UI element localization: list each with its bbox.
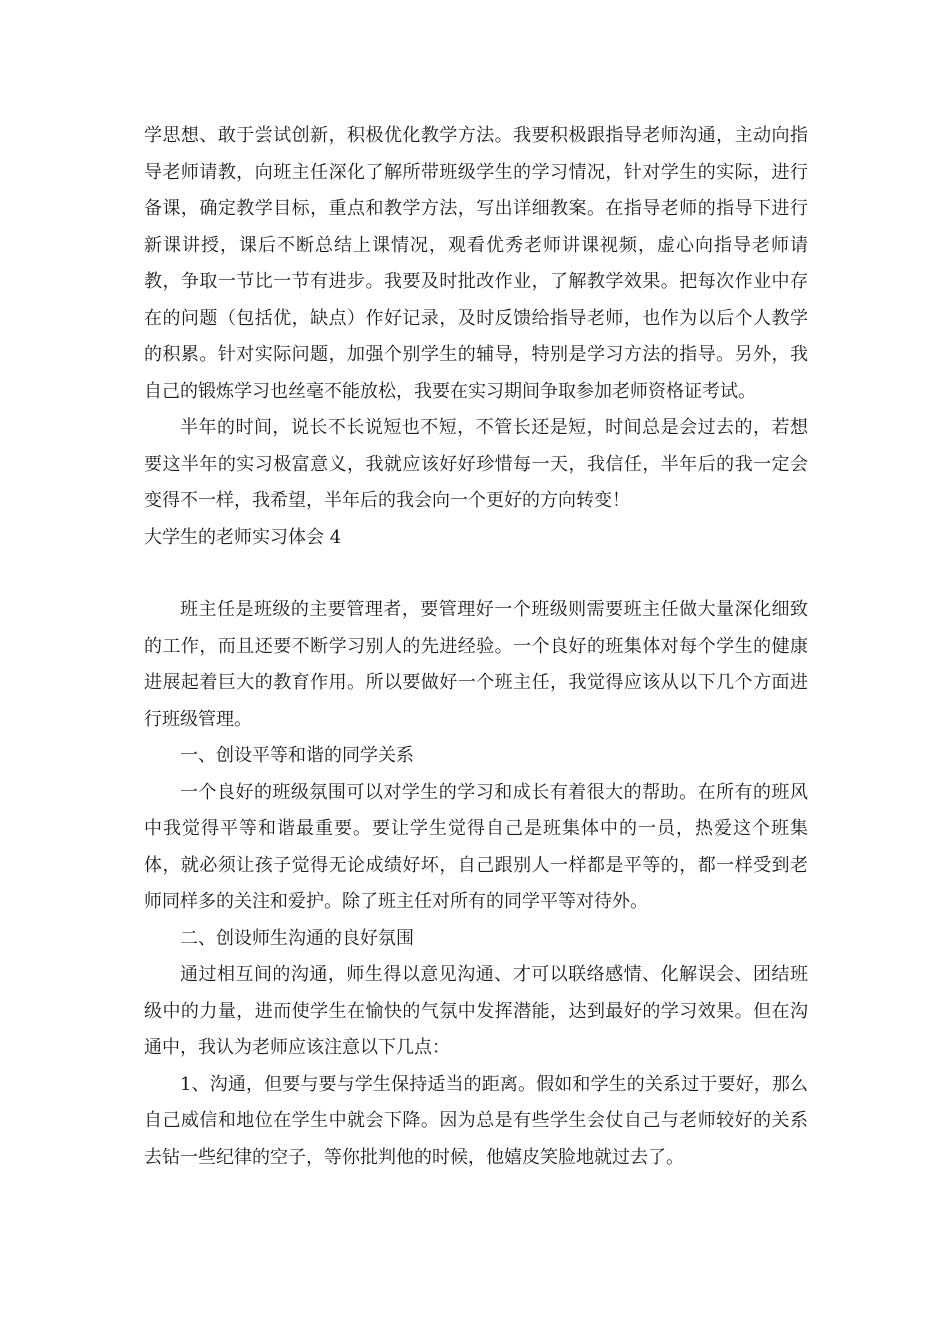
subheading-1: 一、创设平等和谐的同学关系 (180, 745, 414, 766)
section-title: 大学生的老师实习体会 4 (144, 526, 342, 548)
paragraph-5: 通过相互间的沟通，师生得以意见沟通、才可以联络感情、化解误会、团结班级中的力量，进而使学生在愉快的气氛中发挥潜能，达到最好的学习效果。但在沟通中，我认为老师应该注意以下几点： (144, 964, 808, 1058)
paragraph-6: 1、沟通，但要与要与学生保持适当的距离。假如和学生的关系过于要好，那么自己威信和地位在学生中就会下降。因为总是有些学生会仗自己与老师较好的关系去钻一些纪律的空子，等你批判他的时候，他嬉皮笑脸地就过去了。 (144, 1073, 808, 1168)
subheading-2: 二、创设师生沟通的良好氛围 (180, 927, 414, 949)
document-page (144, 118, 808, 1176)
paragraph-3: 班主任是班级的主要管理者，要管理好一个班级则需要班主任做大量深化细致的工作，而且还要不断学习别人的先进经验。一个良好的班集体对每个学生的健康进展起着巨大的教育作用。所以要做好一个班主任，我觉得应该从以下几个方面进行班级管理。 (144, 599, 808, 730)
paragraph-2: 半年的时间，说长不长说短也不短，不管长还是短，时间总是会过去的，若想要这半年的实习极富意义，我就应该好好珍惜每一天，我信任，半年后的我一定会变得不一样，我希望，半年后的我会向一个更好的方向转变！ (144, 417, 808, 511)
paragraph-1: 学思想、敢于尝试创新，积极优化教学方法。我要积极跟指导老师沟通，主动向指导老师请教，向班主任深化了解所带班级学生的学习情况，针对学生的实际，进行备课，确定教学目标，重点和教学方法，写出详细教案。在指导老师的指导下进行新课讲授，课后不断总结上课情况，观看优秀老师讲课视频，虚心向指导老师请教，争取一节比一节有进步。我要及时批改作业，了解教学效果。把每次作业中存在的问题（包括优，缺点）作好记录，及时反馈给指导老师，也作为以后个人教学的积累。针对实际问题，加强个别学生的辅导，特别是学习方法的指导。另外，我自己的锻炼学习也丝毫不能放松，我要在实习期间争取参加老师资格证考试。 (144, 125, 808, 402)
blank-line (144, 556, 808, 592)
paragraph-4: 一个良好的班级氛围可以对学生的学习和成长有着很大的帮助。在所有的班风中我觉得平等和谐最重要。要让学生觉得自己是班集体中的一员，热爱这个班集体，就必须让孩子觉得无论成绩好坏，自己跟别人一样都是平等的，都一样受到老师同样多的关注和爱护。除了班主任对所有的同学平等对待外。 (144, 781, 808, 912)
